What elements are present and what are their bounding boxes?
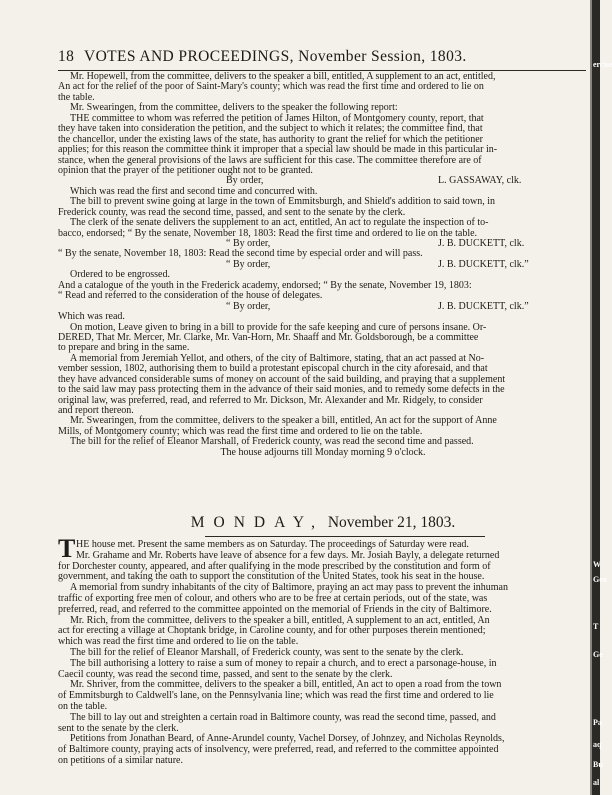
signature-line <box>58 302 588 312</box>
text-line: and report thereon. <box>58 405 134 416</box>
margin-fragment: Pa <box>593 718 602 727</box>
margin-fragment: aq <box>593 740 602 749</box>
text-line: to prepare and bring in the same. <box>58 342 190 354</box>
signature-clerk: J. B. DUCKETT, clk.” <box>438 300 529 312</box>
text-line: of Emmitsburgh to Caldwell's lane, on the Pennsylvania line; which was read the first time and ordered to lie <box>58 690 494 702</box>
text-line: DERED, That Mr. Mercer, Mr. Clarke, Mr. Van-Horn, Mr. Shaaff and Mr. Goldsborough, be a committee <box>58 331 479 343</box>
text-line: Mr. Swearingen, from the committee, delivers to the speaker a bill, entitled, An act for the support of Anne <box>70 415 497 427</box>
signature-clerk: L. GASSAWAY, clk. <box>438 175 522 187</box>
text-line: Frederick county, was read the second time, passed, and sent to the senate by the clerk. <box>58 206 406 218</box>
text-line: Mr. Rich, from the committee, delivers to the speaker a bill, entitled, A supplement to an act, entitled, An <box>70 614 490 626</box>
text-line: vember session, 1802, authorising them to build a protestant episcopal church in the city aforesaid, and that <box>58 363 488 375</box>
signature-clerk: J. B. DUCKETT, clk. <box>438 238 525 249</box>
text-line: Ordered to be engrossed. <box>70 269 170 281</box>
text-line: The bill to lay out and streighten a certain road in Baltimore county, was read the second time, passed, and <box>70 711 496 723</box>
text-line: Mr. Hopewell, from the committee, delivers to the speaker a bill, entitled, A supplement to an act, entitled, <box>70 71 496 82</box>
text-line: they have advanced considerable sums of money on account of the said building, and praying that a supplement <box>58 373 506 385</box>
text-line: The bill for the relief of Eleanor Marshall, of Frederick county, was sent to the senate by the clerk. <box>70 646 464 658</box>
text-line: A memorial from Jeremiah Yellot, and others, of the city of Baltimore, stating, that an act passed at No- <box>70 352 485 364</box>
text-line: HE house met. Present the same members as on Saturday. The proceedings of Saturday were read. <box>76 539 469 550</box>
text-line: they have taken into consideration the petition, and the subject to which it relates; the committee find, that <box>58 123 483 135</box>
text-line: act for erecting a village at Choptank bridge, in Caroline county, and for other purposes therein mentioned; <box>58 625 486 637</box>
adjournment-notice: The house adjourns till Monday morning 9 o'clock. <box>220 446 426 458</box>
running-title: VOTES AND PROCEEDINGS, November Session, 1803. <box>84 48 467 65</box>
text-line: traffic of exporting free men of colour, and others who are to be free at certain periods, out of the state, was <box>58 592 488 604</box>
text-line: bacco, endorsed; “ By the senate, November 18, 1803: Read the first time and ordered to lie on the table. <box>58 227 478 239</box>
text-line: Petitions from Jonathan Beard, of Anne-Arundel county, Vachel Dorsey, of Johnzey, and Nicholas Reynolds, <box>70 733 505 745</box>
text-line: Which was read the first and second time and concurred with. <box>70 185 318 197</box>
text-line: which was read the first time and ordered to lie on the table. <box>58 636 299 648</box>
drop-cap: T <box>58 534 76 563</box>
day-date: November 21, 1803. <box>327 514 456 531</box>
margin-fragment: T <box>593 622 599 631</box>
text-line: The bill to prevent swine going at large in the town of Emmitsburgh, and Shield's addition to said town, in <box>70 196 495 208</box>
text-line: Caecil county, was read the second time, passed, and sent to the senate by the clerk. <box>58 668 393 680</box>
text-line: for Dorchester county, appeared, and after qualifying in the mode prescribed by the constitution and form of <box>58 560 491 572</box>
text-line: original law, was preferred, read, and referred to Mr. Dickson, Mr. Alexander and Mr. Ridgely, to consider <box>58 394 483 406</box>
text-line: The bill for the relief of Eleanor Marshall, of Frederick county, was read the second time and passed. <box>70 436 474 448</box>
signature-by-order: “ By order, <box>226 258 271 270</box>
text-line: the table. <box>58 91 95 103</box>
signature-by-order: “ By order, <box>226 300 271 312</box>
text-line: to the said law may pass protecting them in the advance of their said monies, and to remedy some defects in the <box>58 384 505 396</box>
text-line: on petitions of a similar nature. <box>58 754 183 766</box>
day-heading <box>58 514 588 536</box>
margin-fragment: W <box>593 560 601 569</box>
text-line: Which was read. <box>58 311 125 323</box>
text-line: stance, when the general provisions of the laws are sufficient for this case. The committee therefore are of <box>58 154 482 166</box>
text-line: of Baltimore county, praying acts of insolvency, were preferred, read, and referred to the committee appointed <box>58 744 499 756</box>
margin-fragment: ercise <box>593 60 612 69</box>
text-line: preferred, read, and referred to the committee appointed on the memorial of Friends in the city of Baltimore. <box>58 603 492 615</box>
text-column-upper <box>58 72 588 458</box>
margin-fragment: Ge <box>593 650 603 659</box>
text-line: Mr. Swearingen, from the committee, delivers to the speaker the following report: <box>70 102 398 114</box>
text-line: Mr. Shriver, from the committee, delivers to the speaker a bill, entitled, An act to open a road from the town <box>70 679 502 691</box>
signature-by-order: “ By order, <box>226 238 271 249</box>
day-heading-rule <box>205 536 485 537</box>
text-line: And a catalogue of the youth in the Frederick academy, endorsed; “ By the senate, November 19, 1803: <box>58 279 472 291</box>
text-line: The clerk of the senate delivers the supplement to an act, entitled, An act to regulate the inspection of to- <box>70 217 489 229</box>
page-number: 18 <box>58 48 75 65</box>
text-line: THE committee to whom was referred the petition of James Hilton, of Montgomery county, report, that <box>70 112 484 124</box>
text-line: government, and taking the oath to support the constitution of the United States, took his seat in the house. <box>58 571 485 583</box>
signature-clerk: J. B. DUCKETT, clk.” <box>438 258 529 270</box>
text-line: the chancellor, under the existing laws of the state, has authority to grant the relief for which the petitioner <box>58 133 484 145</box>
page-header <box>58 48 588 68</box>
text-line: The bill authorising a lottery to raise a sum of money to repair a church, and to erect a parsonage-house, in <box>70 657 497 669</box>
signature-by-order: By order, <box>226 175 264 187</box>
margin-fragment: Bu <box>593 760 603 769</box>
text-line: Mills, of Montgomery county; which was read the first time and ordered to lie on the table. <box>58 425 423 437</box>
text-line: Mr. Grahame and Mr. Roberts have leave of absence for a few days. Mr. Josiah Bayly, a delegate returned <box>76 549 500 561</box>
text-line: On motion, Leave given to bring in a bill to provide for the safe keeping and cure of persons insane. Or- <box>70 321 487 333</box>
day-name: MONDAY, <box>190 514 324 531</box>
text-line: sent to the senate by the clerk. <box>58 722 179 734</box>
text-line: An act for the relief of the poor of Saint-Mary's county; which was read the first time and ordered to lie on <box>58 81 484 93</box>
adjacent-page-edge <box>592 0 600 795</box>
text-line: applies; for this reason the committee think it improper that a special law should be made in this particular in- <box>58 144 498 156</box>
margin-fragment: al <box>593 778 600 787</box>
text-line: “ By the senate, November 18, 1803: Read the second time by especial order and will pass. <box>58 248 423 260</box>
text-line: opinion that the prayer of the petitioner ought not to be granted. <box>58 164 313 176</box>
text-column-lower <box>58 540 588 767</box>
text-line: A memorial from sundry inhabitants of the city of Baltimore, praying an act may pass to prevent the inhuman <box>70 582 508 594</box>
text-line: “ Read and referred to the consideration of the house of delegates. <box>58 290 323 302</box>
text-line: on the table. <box>58 700 108 712</box>
margin-fragment: Geo <box>593 575 607 584</box>
